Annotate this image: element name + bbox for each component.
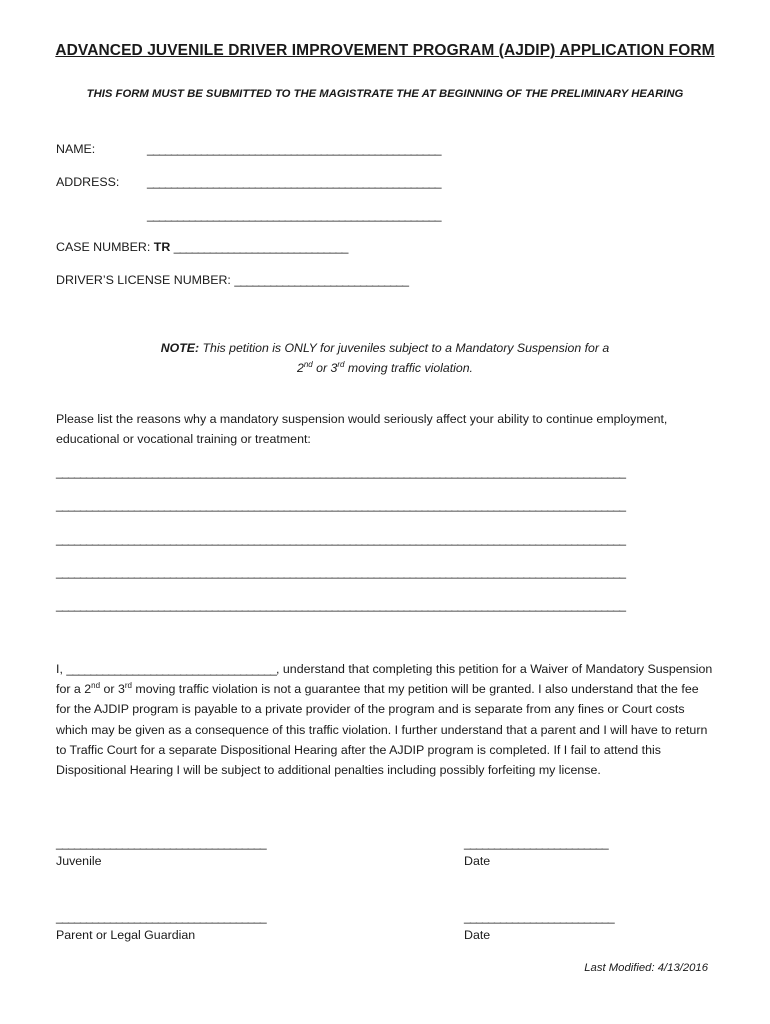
name-field[interactable]: _________________________________________________ (147, 142, 441, 156)
reason-line-4[interactable]: _______________________________________________________________________________________________ (56, 565, 626, 579)
reasons-prompt: Please list the reasons why a mandatory suspension would seriously affect your ability to continue employment, educational or vocational training or treatment: (56, 412, 668, 447)
guardian-date-field[interactable]: _________________________ (464, 910, 614, 924)
statement-name-field[interactable]: ___________________________________ (66, 662, 277, 676)
address-field-line1[interactable]: _________________________________________________ (147, 175, 441, 189)
reason-line-5[interactable]: _______________________________________________________________________________________________ (56, 598, 626, 612)
case-number-field[interactable]: _____________________________ (173, 240, 348, 254)
reason-line-3[interactable]: _______________________________________________________________________________________________ (56, 532, 626, 546)
juvenile-date-label: Date (464, 854, 491, 868)
juvenile-signature-field[interactable]: ___________________________________ (56, 836, 266, 850)
form-title: ADVANCED JUVENILE DRIVER IMPROVEMENT PROGRAM (AJDIP) APPLICATION FORM (55, 42, 715, 59)
case-number-prefix: TR (153, 240, 171, 254)
note-lead: NOTE: (160, 341, 200, 355)
guardian-signature-field[interactable]: ___________________________________ (56, 910, 266, 924)
address-label: ADDRESS: (56, 175, 120, 189)
guardian-label: Parent or Legal Guardian (56, 928, 196, 942)
juvenile-label: Juvenile (56, 854, 102, 868)
license-label: DRIVER’S LICENSE NUMBER: (56, 273, 231, 287)
last-modified-note: Last Modified: 4/13/2016 (584, 962, 708, 974)
note-text-1: This petition is ONLY for juveniles subject to a Mandatory Suspension for a (199, 341, 610, 355)
reason-line-1[interactable]: _______________________________________________________________________________________________ (56, 465, 626, 479)
name-label: NAME: (56, 142, 96, 156)
note-text-2: moving traffic violation. (344, 361, 473, 375)
guardian-date-label: Date (464, 928, 491, 942)
statement-paragraph: I, ___________________________________, understand that completing this petition for a Waiver of Mandatory Suspension for a 2nd or 3rd moving traffic violation is not a guarantee that my petition will be granted. I also understand that the fee for the AJDIP program is payable to a private provider of the program and is separate from any fines or Court costs which may be given as a consequence of this traffic violation. I further understand that a parent and I will have to return to Traffic Court for a separate Dispositional Hearing after the AJDIP program is completed. If I fail to attend this Dispositional Hearing I will be subject to additional penalties including possibly forfeiting my license. (56, 662, 713, 778)
address-field-line2[interactable]: _________________________________________________ (147, 208, 441, 222)
juvenile-date-field[interactable]: ________________________ (464, 836, 608, 850)
reason-line-2[interactable]: _______________________________________________________________________________________________ (56, 498, 626, 512)
license-row (56, 273, 408, 287)
case-number-row (56, 240, 348, 254)
note-block: NOTE: This petition is ONLY for juveniles subject to a Mandatory Suspension for a 2nd or 3rd moving traffic violation. (160, 341, 610, 375)
case-number-label: CASE NUMBER: (56, 240, 151, 254)
license-field[interactable]: _____________________________ (234, 273, 409, 287)
form-subtitle: THIS FORM MUST BE SUBMITTED TO THE MAGISTRATE THE AT BEGINNING OF THE PRELIMINARY HEARING (86, 88, 684, 100)
